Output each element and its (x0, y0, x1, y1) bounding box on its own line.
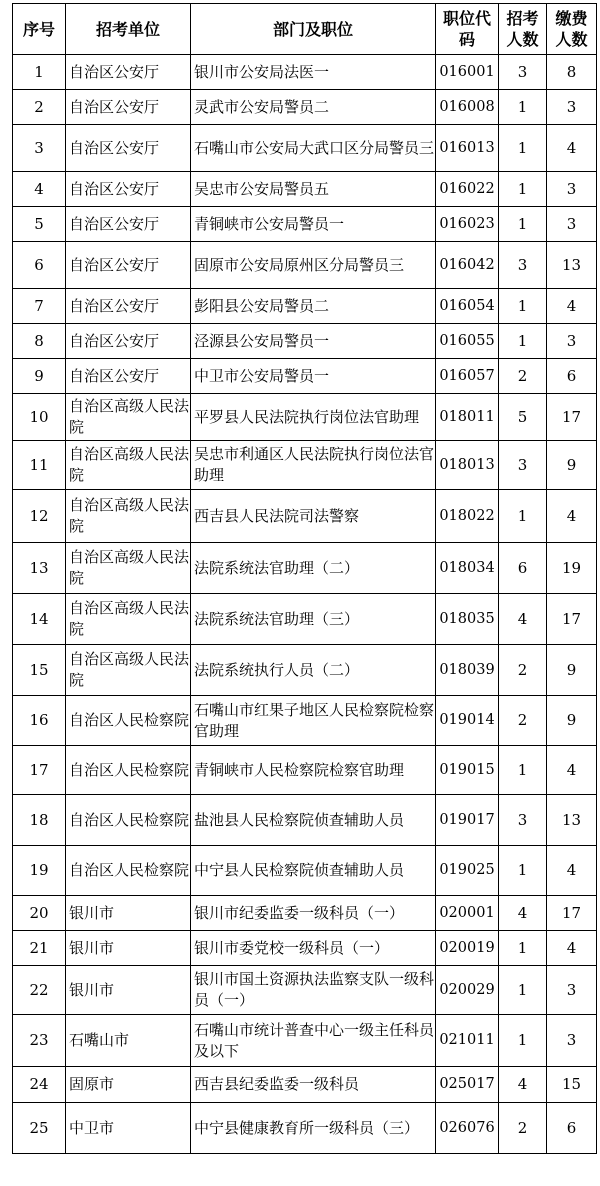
table-row (13, 966, 597, 1015)
cell-unit: 自治区公安厅 (66, 55, 191, 90)
cell-paid: 4 (547, 125, 597, 172)
cell-seq: 10 (13, 394, 66, 441)
cell-paid: 4 (547, 931, 597, 966)
cell-code: 018022 (436, 490, 499, 543)
cell-unit: 自治区高级人民法院 (66, 441, 191, 490)
cell-code: 016055 (436, 324, 499, 359)
cell-recruit: 3 (499, 795, 547, 846)
cell-unit: 自治区公安厅 (66, 359, 191, 394)
cell-recruit: 3 (499, 242, 547, 289)
cell-paid: 4 (547, 746, 597, 795)
cell-seq: 18 (13, 795, 66, 846)
header-code: 职位代码 (436, 4, 499, 55)
cell-recruit: 1 (499, 931, 547, 966)
cell-dept: 法院系统法官助理（三） (191, 594, 436, 645)
cell-paid: 15 (547, 1067, 597, 1103)
cell-code: 018039 (436, 645, 499, 696)
cell-unit: 自治区高级人民法院 (66, 490, 191, 543)
table-row (13, 289, 597, 324)
cell-paid: 4 (547, 289, 597, 324)
cell-paid: 6 (547, 359, 597, 394)
cell-code: 021011 (436, 1015, 499, 1067)
cell-paid: 3 (547, 207, 597, 242)
cell-paid: 17 (547, 594, 597, 645)
cell-dept: 石嘴山市统计普查中心一级主任科员及以下 (191, 1015, 436, 1067)
cell-dept: 灵武市公安局警员二 (191, 90, 436, 125)
cell-paid: 13 (547, 795, 597, 846)
cell-recruit: 1 (499, 846, 547, 896)
cell-unit: 自治区公安厅 (66, 207, 191, 242)
cell-seq: 6 (13, 242, 66, 289)
cell-seq: 9 (13, 359, 66, 394)
cell-seq: 23 (13, 1015, 66, 1067)
cell-recruit: 1 (499, 289, 547, 324)
cell-recruit: 1 (499, 90, 547, 125)
cell-code: 018035 (436, 594, 499, 645)
header-dept: 部门及职位 (191, 4, 436, 55)
cell-recruit: 3 (499, 441, 547, 490)
table-row (13, 359, 597, 394)
cell-unit: 自治区公安厅 (66, 90, 191, 125)
cell-code: 019015 (436, 746, 499, 795)
cell-code: 019017 (436, 795, 499, 846)
cell-unit: 石嘴山市 (66, 1015, 191, 1067)
cell-paid: 19 (547, 543, 597, 594)
cell-paid: 6 (547, 1103, 597, 1154)
cell-code: 019014 (436, 696, 499, 746)
cell-seq: 17 (13, 746, 66, 795)
cell-recruit: 1 (499, 172, 547, 207)
cell-dept: 泾源县公安局警员一 (191, 324, 436, 359)
cell-code: 016022 (436, 172, 499, 207)
cell-paid: 3 (547, 172, 597, 207)
cell-seq: 7 (13, 289, 66, 324)
cell-seq: 14 (13, 594, 66, 645)
table-row (13, 242, 597, 289)
table-row (13, 172, 597, 207)
table-row (13, 55, 597, 90)
applicant-table (12, 3, 597, 1154)
cell-dept: 银川市委党校一级科员（一） (191, 931, 436, 966)
cell-unit: 银川市 (66, 931, 191, 966)
cell-unit: 银川市 (66, 896, 191, 931)
cell-seq: 11 (13, 441, 66, 490)
cell-dept: 银川市纪委监委一级科员（一） (191, 896, 436, 931)
cell-unit: 自治区人民检察院 (66, 696, 191, 746)
cell-seq: 8 (13, 324, 66, 359)
table-row (13, 1015, 597, 1067)
cell-dept: 青铜峡市人民检察院检察官助理 (191, 746, 436, 795)
cell-recruit: 1 (499, 746, 547, 795)
cell-code: 019025 (436, 846, 499, 896)
cell-seq: 24 (13, 1067, 66, 1103)
header-seq: 序号 (13, 4, 66, 55)
cell-paid: 17 (547, 394, 597, 441)
cell-recruit: 4 (499, 896, 547, 931)
cell-paid: 17 (547, 896, 597, 931)
table-row (13, 696, 597, 746)
cell-dept: 银川市国土资源执法监察支队一级科员（一） (191, 966, 436, 1015)
cell-paid: 9 (547, 645, 597, 696)
cell-seq: 22 (13, 966, 66, 1015)
cell-recruit: 1 (499, 1015, 547, 1067)
cell-unit: 中卫市 (66, 1103, 191, 1154)
cell-paid: 3 (547, 324, 597, 359)
header-recruit: 招考人数 (499, 4, 547, 55)
cell-unit: 自治区高级人民法院 (66, 543, 191, 594)
cell-dept: 西吉县纪委监委一级科员 (191, 1067, 436, 1103)
cell-unit: 自治区人民检察院 (66, 795, 191, 846)
cell-recruit: 1 (499, 324, 547, 359)
cell-recruit: 2 (499, 645, 547, 696)
cell-seq: 16 (13, 696, 66, 746)
table-row (13, 207, 597, 242)
table-row (13, 594, 597, 645)
table-row (13, 324, 597, 359)
cell-code: 020029 (436, 966, 499, 1015)
cell-dept: 盐池县人民检察院侦查辅助人员 (191, 795, 436, 846)
cell-seq: 5 (13, 207, 66, 242)
cell-recruit: 1 (499, 966, 547, 1015)
cell-code: 016013 (436, 125, 499, 172)
cell-unit: 自治区高级人民法院 (66, 594, 191, 645)
table-row (13, 746, 597, 795)
cell-code: 016008 (436, 90, 499, 125)
cell-paid: 9 (547, 696, 597, 746)
cell-paid: 4 (547, 490, 597, 543)
cell-code: 020019 (436, 931, 499, 966)
table-row (13, 543, 597, 594)
cell-seq: 12 (13, 490, 66, 543)
table-row (13, 645, 597, 696)
cell-paid: 3 (547, 1015, 597, 1067)
cell-dept: 中卫市公安局警员一 (191, 359, 436, 394)
cell-dept: 法院系统法官助理（二） (191, 543, 436, 594)
cell-recruit: 1 (499, 125, 547, 172)
cell-seq: 2 (13, 90, 66, 125)
cell-recruit: 6 (499, 543, 547, 594)
cell-paid: 8 (547, 55, 597, 90)
cell-unit: 自治区人民检察院 (66, 746, 191, 795)
cell-seq: 21 (13, 931, 66, 966)
cell-dept: 固原市公安局原州区分局警员三 (191, 242, 436, 289)
table-row (13, 394, 597, 441)
table-row (13, 931, 597, 966)
cell-dept: 青铜峡市公安局警员一 (191, 207, 436, 242)
cell-paid: 13 (547, 242, 597, 289)
cell-unit: 自治区高级人民法院 (66, 394, 191, 441)
cell-seq: 4 (13, 172, 66, 207)
cell-unit: 自治区公安厅 (66, 324, 191, 359)
cell-seq: 13 (13, 543, 66, 594)
cell-code: 016001 (436, 55, 499, 90)
table-row (13, 441, 597, 490)
table-body (13, 55, 597, 1154)
table-row (13, 846, 597, 896)
table-row (13, 125, 597, 172)
cell-recruit: 4 (499, 594, 547, 645)
cell-dept: 中宁县健康教育所一级科员（三） (191, 1103, 436, 1154)
cell-unit: 自治区公安厅 (66, 125, 191, 172)
table-row (13, 795, 597, 846)
table-row (13, 90, 597, 125)
cell-dept: 西吉县人民法院司法警察 (191, 490, 436, 543)
cell-paid: 4 (547, 846, 597, 896)
cell-dept: 石嘴山市红果子地区人民检察院检察官助理 (191, 696, 436, 746)
cell-seq: 15 (13, 645, 66, 696)
cell-paid: 9 (547, 441, 597, 490)
header-paid: 缴费人数 (547, 4, 597, 55)
cell-code: 020001 (436, 896, 499, 931)
cell-code: 025017 (436, 1067, 499, 1103)
cell-code: 016057 (436, 359, 499, 394)
cell-unit: 自治区公安厅 (66, 172, 191, 207)
cell-recruit: 2 (499, 696, 547, 746)
cell-recruit: 1 (499, 490, 547, 543)
cell-code: 026076 (436, 1103, 499, 1154)
cell-unit: 自治区高级人民法院 (66, 645, 191, 696)
cell-dept: 吴忠市公安局警员五 (191, 172, 436, 207)
cell-unit: 自治区人民检察院 (66, 846, 191, 896)
cell-code: 016042 (436, 242, 499, 289)
cell-recruit: 2 (499, 359, 547, 394)
cell-dept: 法院系统执行人员（二） (191, 645, 436, 696)
cell-recruit: 1 (499, 207, 547, 242)
cell-paid: 3 (547, 966, 597, 1015)
cell-seq: 20 (13, 896, 66, 931)
cell-dept: 彭阳县公安局警员二 (191, 289, 436, 324)
header-unit: 招考单位 (66, 4, 191, 55)
table-row (13, 490, 597, 543)
cell-dept: 中宁县人民检察院侦查辅助人员 (191, 846, 436, 896)
cell-recruit: 4 (499, 1067, 547, 1103)
cell-dept: 吴忠市利通区人民法院执行岗位法官助理 (191, 441, 436, 490)
cell-unit: 自治区公安厅 (66, 289, 191, 324)
table-row (13, 1067, 597, 1103)
cell-code: 016023 (436, 207, 499, 242)
cell-dept: 石嘴山市公安局大武口区分局警员三 (191, 125, 436, 172)
cell-seq: 1 (13, 55, 66, 90)
cell-code: 018011 (436, 394, 499, 441)
table-row (13, 1103, 597, 1154)
cell-seq: 25 (13, 1103, 66, 1154)
cell-unit: 银川市 (66, 966, 191, 1015)
cell-code: 016054 (436, 289, 499, 324)
cell-code: 018013 (436, 441, 499, 490)
cell-code: 018034 (436, 543, 499, 594)
cell-seq: 3 (13, 125, 66, 172)
table-row (13, 896, 597, 931)
cell-unit: 自治区公安厅 (66, 242, 191, 289)
header-row (13, 4, 597, 55)
cell-recruit: 3 (499, 55, 547, 90)
cell-unit: 固原市 (66, 1067, 191, 1103)
cell-dept: 平罗县人民法院执行岗位法官助理 (191, 394, 436, 441)
cell-seq: 19 (13, 846, 66, 896)
cell-paid: 3 (547, 90, 597, 125)
cell-recruit: 2 (499, 1103, 547, 1154)
cell-recruit: 5 (499, 394, 547, 441)
cell-dept: 银川市公安局法医一 (191, 55, 436, 90)
